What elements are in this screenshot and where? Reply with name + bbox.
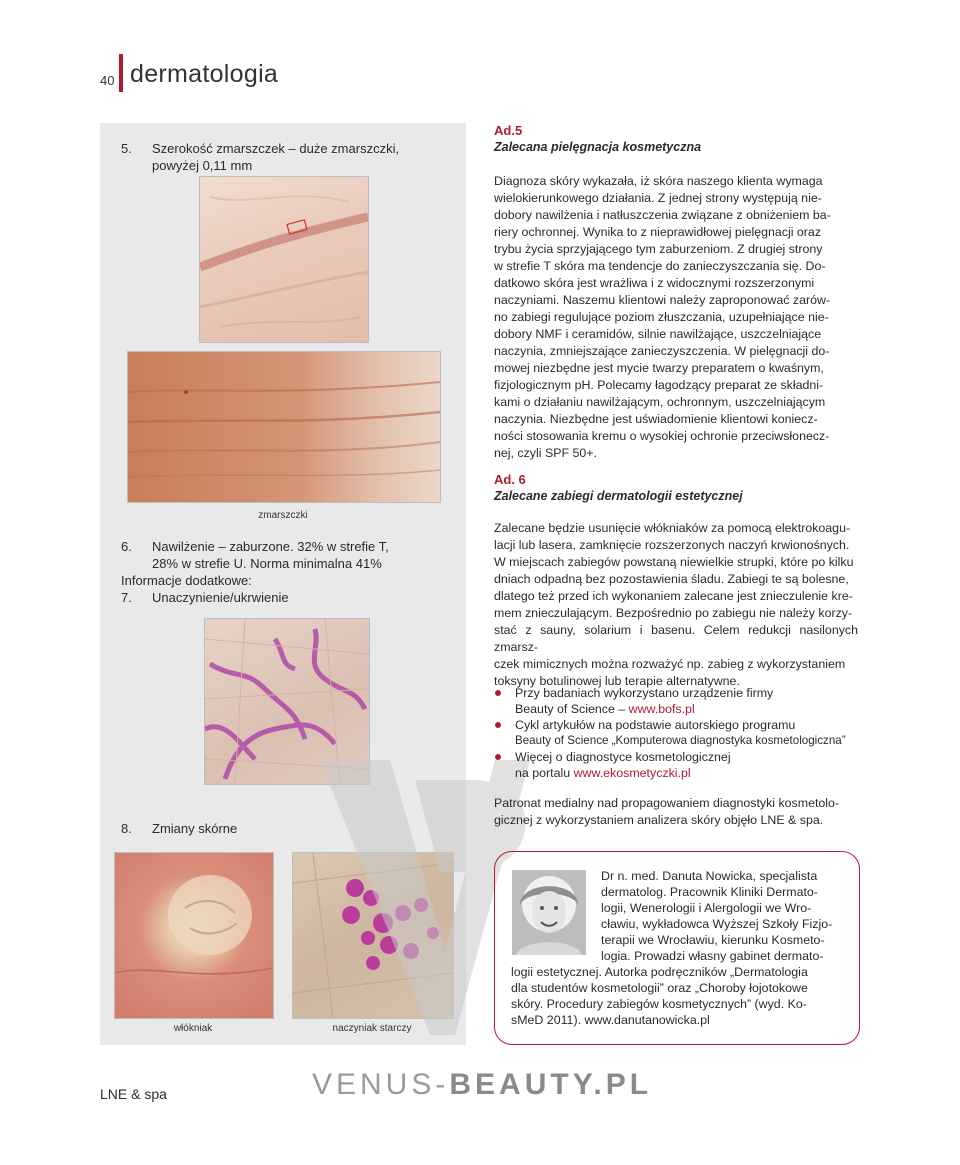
text-line: dlatego też przed ich wykonaniem zalecane jest znieczulenie kre- [494,589,853,603]
text-line: dobory NMF i ceramidów, silnie nawilżające, uszczelniające [494,327,822,341]
bofs-link[interactable]: www.bofs.pl [628,702,695,716]
author-portrait-icon [512,870,586,955]
wrinkle-closeup-photo [199,176,369,343]
text-line: nej, czyli SPF 50+. [494,446,597,460]
wrinkle-wide-image [128,352,440,502]
text-line: mowej niezbędne jest mycie twarzy preparatem o kwaśnym, [494,361,824,375]
text-line: riery ochronnej. Wynika to z nieprawidłowej pielęgnacji oraz [494,225,822,239]
ad5-paragraph [494,173,858,462]
list-number: 5. [121,141,132,156]
fibroma-image [115,853,273,1018]
list-text: Nawilżenie – zaburzone. 32% w strefie T, [152,539,389,554]
patronat-paragraph [494,795,858,829]
bullet-icon [495,754,501,760]
list-number: 7. [121,590,132,605]
text-line: terapii we Wrocławiu, kierunku Kosmeto- [601,933,825,947]
list-number: 6. [121,539,132,554]
list-text: Szerokość zmarszczek – duże zmarszczki, [152,141,400,156]
text-line: fizjologicznym pH. Polecamy łagodzący preparat ze składni- [494,378,824,392]
bullet-icon [495,722,501,728]
list-item-5 [121,140,451,174]
text-line: w strefie T skóra ma tendencje do zanieczyszczania się. Do- [494,259,826,273]
text-line: czek mimicznych można rozważyć np. zabieg z wykorzystaniem [494,657,846,671]
page-number: 40 [100,73,115,88]
text-line: gicznej z wykorzystaniem analizera skóry objęło LNE & spa. [494,813,824,827]
list-text: powyżej 0,11 mm [152,158,253,173]
wrinkle-closeup-image [200,177,368,342]
text-line: naczynia. Niezbędne jest uświadomienie klientowi koniecz- [494,412,818,426]
bullet-2-line-2: Beauty of Science „Komputerowa diagnostyka kosmetologiczna” [515,734,846,747]
text-line: Diagnoza skóry wykazała, iż skóra naszego klienta wymaga [494,174,823,188]
ad5-heading: Ad.5 [494,123,523,138]
text-line: dermatolog. Pracownik Kliniki Dermato- [601,885,818,899]
text-line: skóry. Procedury zabiegów kosmetycznych” (wyd. Ko- [511,997,807,1011]
text-line: dobory nawilżenia i natłuszczenia związane z obniżeniem ba- [494,208,831,222]
text-line: lacji lub lasera, zamknięcie rozszerzonych naczyń krwionośnych. [494,538,850,552]
bullet-3-line-1: Więcej o diagnostyce kosmetologicznej [515,750,731,764]
author-bio-box [494,851,860,1045]
text-line: W miejscach zabiegów powstaną niewielkie strupki, które po kilku [494,555,854,569]
text-line: mem znieczulającym. Bezpośrednio po zabiegu nie należy korzy- [494,606,853,620]
section-title: dermatologia [130,60,279,88]
text-line: logii, Wenerologii i Alergologii we Wro- [601,901,812,915]
text-line: no zabiegi regulujące poziom złuszczania, uzupełniające nie- [494,310,829,324]
text-line: ności stosowania kremu o wysokiej ochronie przeciwsłonecz- [494,429,830,443]
header-accent-bar [119,54,123,92]
text-line: sMeD 2011). www.danutanowicka.pl [511,1013,710,1027]
ekosmetyczki-link[interactable]: www.ekosmetyczki.pl [573,766,691,780]
bullet-1-line-1: Przy badaniach wykorzystano urządzenie firmy [515,686,774,700]
bullet-1-line-2 [515,701,695,717]
list-item-6 [121,538,451,572]
list-item-7 [121,589,451,606]
ad6-subheading: Zalecane zabiegi dermatologii estetycznej [494,489,743,503]
venus-beauty-brand [312,1068,652,1102]
text-line: logii estetycznej. Autorka podręczników „Dermatologia [511,965,808,979]
text-line: dla studentów kosmetologii” oraz „Choroby łojotokowe [511,981,808,995]
text-line: cławiu, wykładowca Wyższej Szkoły Fizjo- [601,917,833,931]
caption-fibroma: włókniak [173,1023,213,1034]
list-text: Zmiany skórne [152,821,238,836]
text-line: Dr n. med. Danuta Nowicka, specjalista [601,869,818,883]
text-line: dniach odpadną bez pozostawienia śladu. Zabiegi te są bolesne, [494,572,849,586]
list-text: Unaczynienie/ukrwienie [152,590,289,605]
text-line: stać z sauny, solarium i basenu. Celem redukcji nasilonych zmarsz- [494,623,858,654]
author-photo [512,870,586,955]
fibroma-photo [114,852,274,1019]
bullet-2-line-1: Cykl artykułów na podstawie autorskiego programu [515,718,796,732]
text-line: trybu życia sprzyjającego tym zaburzeniom. Z drugiej strony [494,242,823,256]
bullet-3-line-2 [515,765,691,781]
brand-text: VENUS- [312,1068,450,1101]
bullet-text: na portalu [515,766,574,780]
text-line: Zalecane będzie usunięcie włókniaków za pomocą elektrokoagu- [494,521,851,535]
wrinkle-wide-photo [127,351,441,503]
bullet-icon [495,690,501,696]
list-number: 8. [121,821,132,836]
text-line: logia. Prowadzi własny gabinet dermato- [601,949,824,963]
info-extra-label: Informacje dodatkowe: [121,573,252,588]
caption-angioma: naczyniak starczy [332,1023,412,1034]
caption-wrinkles: zmarszczki [258,510,308,521]
text-line: kami o działaniu nawilżającym, ochronnym, uszczelniającym [494,395,826,409]
text-line: naczyniami. Naszemu klientowi należy zaproponować zarów- [494,293,831,307]
ad6-paragraph [494,520,858,690]
bio-text-top [601,868,845,964]
ad5-subheading: Zalecana pielęgnacja kosmetyczna [494,140,702,154]
text-line: naczynia, zmniejszające zanieczyszczenia. W pielęgnacji do- [494,344,830,358]
magazine-name: LNE & spa [100,1086,167,1102]
text-line: Patronat medialny nad propagowaniem diagnostyki kosmetolo- [494,796,840,810]
text-line: wielokierunkowego działania. Z jednej strony występują nie- [494,191,822,205]
ad6-heading: Ad. 6 [494,472,526,487]
bio-text-bottom [511,964,845,1028]
text-line: toksyny botulinowej lub terapie alternatywne. [494,674,740,688]
text-line: datkowo skóra jest wrażliwa i z widocznymi rozszerzonymi [494,276,815,290]
brand-text-bold: BEAUTY.PL [449,1068,653,1101]
list-text: 28% w strefie U. Norma minimalna 41% [152,556,382,571]
bullet-text: Beauty of Science – [515,702,629,716]
